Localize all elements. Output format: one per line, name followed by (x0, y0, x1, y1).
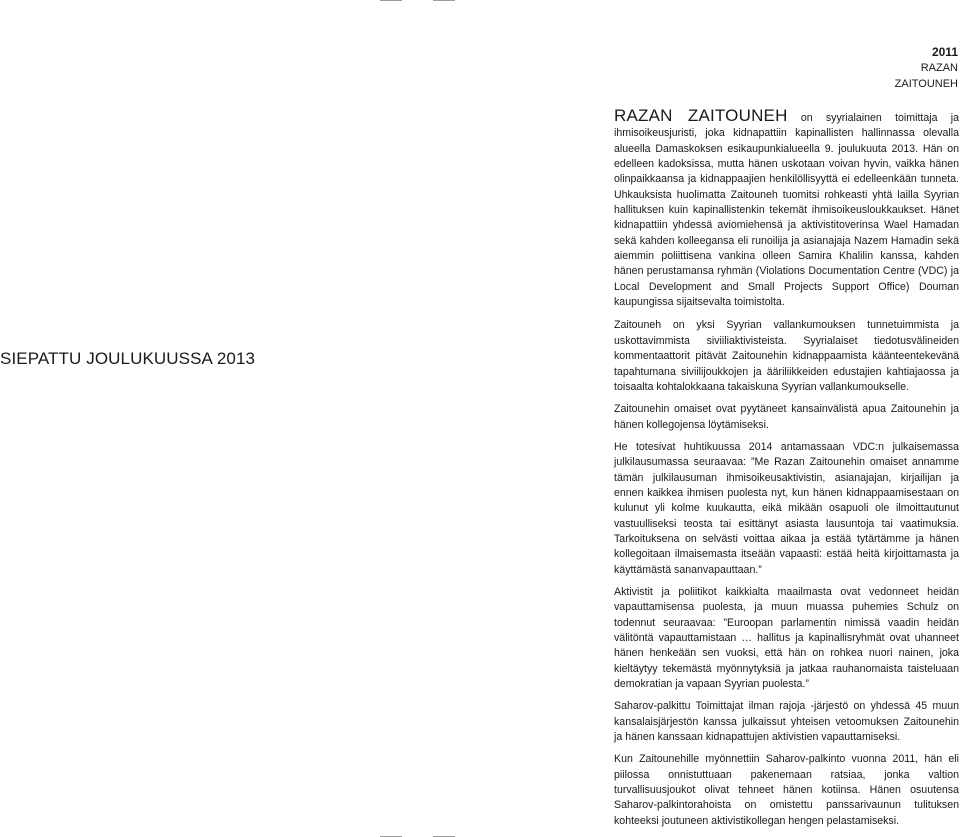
page-header (895, 44, 958, 92)
crop-mark-top-left (380, 0, 402, 1)
article-paragraph-3: Zaitounehin omaiset ovat pyytäneet kansainvälistä apua Zaitounehin ja hänen kollegojensa löytämiseksi. (614, 403, 959, 431)
header-first-name: RAZAN (920, 62, 958, 74)
article-paragraph-7: Kun Zaitounehille myönnettiin Saharov-palkinto vuonna 2011, hän eli piilossa onnistuttuaan pakenemaan ratsiaa, jonka valtion turvallisuusjoukot olivat tehneet hänen kotiinsa. Hänen osuutensa Saharov-palkintorahoista on omistettu panssarivaunun tulituksen kohteeksi joutuneen aktivistikollegan hengen pelastamiseksi. (614, 753, 959, 827)
article-paragraph-1 (614, 108, 959, 310)
side-title: SIEPATTU JOULUKUUSSA 2013 (0, 349, 256, 368)
article-paragraph-4: He totesivat huhtikuussa 2014 antamassaan VDC:n julkaisemassa julkilausumassa seuraavaa: ”Me Razan Zaitounehin omaiset annamme tämän julkilausuman ihmisoikeusaktivistin, asianajajan, kirjailijan ja ennen kaikkea ihmisen puolesta nyt, kun hänen kidnappaamisestaan on kulunut yli kolme kuukautta, eikä mikään osapuoli ole ilmoittautunut vastuulliseksi teosta tai esittänyt asiasta lausuntoja tai vaatimuksia. Tarkoituksena on selvästi voittaa aikaa ja estää tytärtämme ja hänen kollegoitaan ilmaisemasta itseään vapaasti: estää heitä kirjoittamasta ja käyttämästä sananvapauttaan.” (614, 440, 959, 576)
crop-mark-top-right (433, 0, 455, 1)
article-paragraph-6: Saharov-palkittu Toimittajat ilman rajoja -järjestö on yhdessä 45 muun kansalaisjärjestön kanssa julkaissut yhteisen vetoomuksen Zaitounehin ja hänen kanssaan kidnapattujen aktivistien vapauttamiseksi. (614, 700, 959, 744)
article-body (614, 108, 959, 836)
paragraph-1-text: on syyrialainen toimittaja ja ihmisoikeusjuristi, joka kidnapattiin kapinallisten hallinnassa olevalla alueella Damaskoksen esikaupunkialueella 9. joulukuuta 2013. Hän on edelleen kadoksissa, mutta hänen uskotaan voivan hyvin, vaikka hänen olinpaikkaansa ja kidnappaajien henkilöllisyyttä ei edelleenkään tunneta. Uhkauksista huolimatta Zaitouneh tuomitsi rohkeasti yhtä lailla Syyrian hallituksen kuin kapinallistenkin tekemät ihmisoikeusloukkaukset. Hänet kidnapattiin yhdessä aviomiehensä ja aktivistitoverinsa Wael Hamadan sekä kahden kolleegansa eli runoilija ja asianajaja Nazem Hamadin sekä aiemmin poliittisena vankina olleen Samira Khalilin kanssa, kahden hänen perustamansa ryhmän (Violations Documentation Centre (VDC) ja Local Development and Small Projects Support Office) Douman kaupungissa sijaitsevalta toimistolta. (614, 112, 959, 309)
header-last-name: ZAITOUNEH (894, 78, 958, 90)
article-paragraph-5: Aktivistit ja poliitikot kaikkialta maailmasta ovat vedonneet heidän vapauttamisensa puolesta, ja muun muassa puhemies Schulz on todennut seuraavaa: ”Euroopan parlamentin nimissä vaadin heidän välitöntä vapauttamistaan … hallitus ja kapinallisryhmät ovat uhanneet hänen henkeään sen vuoksi, että hän on rohkea nuori nainen, joka kieltäytyy tekemästä myönnytyksiä ja jatkaa rauhanomaista taisteluaan demokratian ja vapaan Syyrian puolesta.” (614, 585, 959, 691)
lead-name: RAZAN ZAITOUNEH (614, 106, 788, 125)
article-paragraph-2: Zaitouneh on yksi Syyrian vallankumouksen tunnetuimmista ja uskottavimmista siviiliaktivisteista. Syyrialaiset tiedotusvälineiden kommentaattorit pitävät Zaitounehin kidnappaamista käänteentekevänä tapahtumana siviilijoukkojen ja ääriliikkeiden edustajien kahtiajaossa ja toisaalta kohtalokkaana takaiskuna Syyrian vallankumoukselle. (614, 319, 959, 393)
header-year: 2011 (931, 45, 958, 59)
